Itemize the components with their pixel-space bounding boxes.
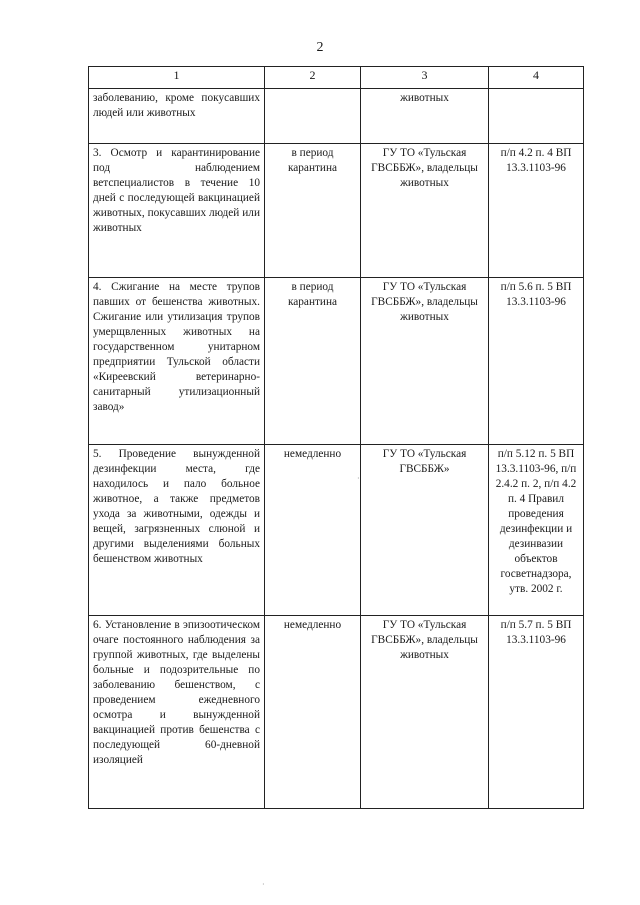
column-header-4: 4 (489, 67, 584, 89)
measure-cell: 4. Сжигание на месте трупов павших от бешенства животных. Сжигание или утилизация трупов умерщвленных животных на государственном унитарном предприятии Тульской области «Киреевский ветеринарно-санитарный утилизационный завод» (89, 278, 265, 445)
measure-cell: 6. Установление в эпизоотическом очаге постоянного наблюдения за группой животных, где выделены больные и подозрительные по заболеванию бешенством, с проведением ежедневного осмотра и вынужденной вакцинацией против бешенства с последующей 60-дневной изоляцией (89, 616, 265, 809)
table-row (89, 144, 584, 278)
scan-speck: · (357, 474, 360, 483)
executor-cell: ГУ ТО «Тульская ГВСББЖ», владельцы животных (361, 144, 489, 278)
measures-table (88, 66, 584, 809)
executor-cell: животных (361, 89, 489, 144)
reference-cell: п/п 4.2 п. 4 ВП 13.3.1103-96 (489, 144, 584, 278)
executor-cell: ГУ ТО «Тульская ГВСББЖ» (361, 445, 489, 616)
executor-cell: ГУ ТО «Тульская ГВСББЖ», владельцы животных (361, 616, 489, 809)
term-cell: в период карантина (265, 144, 361, 278)
term-cell: немедленно (265, 445, 361, 616)
measure-cell: заболеванию, кроме покусавших людей или животных (89, 89, 265, 144)
measure-cell: 5. Проведение вынужденной дезинфекции места, где находилось и пало больное животное, а также предметов ухода за животными, одежды и вещей, загрязненных слюной и другими выделениями больных бешенством животных (89, 445, 265, 616)
table-row (89, 616, 584, 809)
column-header-3: 3 (361, 67, 489, 89)
table-row (89, 445, 584, 616)
reference-cell (489, 89, 584, 144)
term-cell: в период карантина (265, 278, 361, 445)
column-header-1: 1 (89, 67, 265, 89)
reference-cell: п/п 5.12 п. 5 ВП 13.3.1103-96, п/п 2.4.2 п. 2, п/п 4.2 п. 4 Правил проведения дезинфекции и дезинвазии объектов госветнадзора, утв. 2002 г. (489, 445, 584, 616)
table-header (89, 67, 584, 89)
scan-speck: · (262, 880, 265, 889)
page-number: 2 (316, 40, 324, 55)
header-row (89, 67, 584, 89)
table-row (89, 89, 584, 144)
executor-cell: ГУ ТО «Тульская ГВСББЖ», владельцы животных (361, 278, 489, 445)
measure-cell: 3. Осмотр и карантинирование под наблюдением ветспециалистов в течение 10 дней с последующей вакцинацией животных, покусавших людей или животных (89, 144, 265, 278)
reference-cell: п/п 5.7 п. 5 ВП 13.3.1103-96 (489, 616, 584, 809)
term-cell: немедленно (265, 616, 361, 809)
term-cell (265, 89, 361, 144)
reference-cell: п/п 5.6 п. 5 ВП 13.3.1103-96 (489, 278, 584, 445)
table-row (89, 278, 584, 445)
column-header-2: 2 (265, 67, 361, 89)
